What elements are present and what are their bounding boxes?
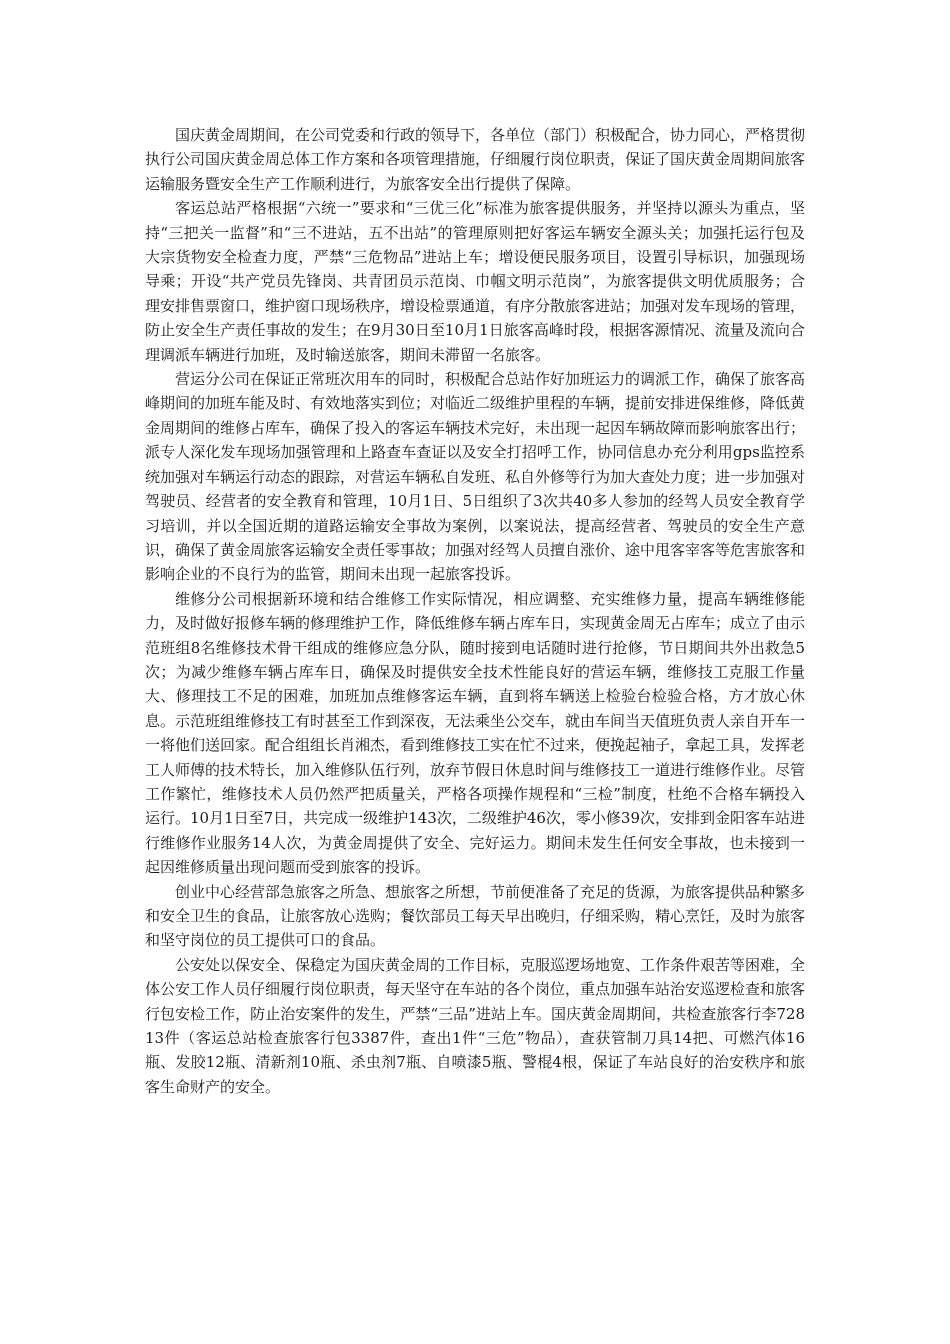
- paragraph-maintenance-branch: 维修分公司根据新环境和结合维修工作实际情况，相应调整、充实维修力量，提高车辆维修能力，及时做好报修车辆的修理维护工作，降低维修车辆占库车日，实现黄金周无占库车；成立了由示范班组8名维修技术骨干组成的维修应急分队，随时接到电话随时进行抢修，节日期间共外出救急5次；为减少维修车辆占库车日，确保及时提供安全技术性能良好的营运车辆，维修技工克服工作量大、修理技工不足的困难，加班加点维修客运车辆，直到将车辆送上检验台检验合格，方才放心休息。示范班组维修技工有时甚至工作到深夜，无法乘坐公交车，就由车间当天值班负责人亲自开车一一将他们送回家。配合组组长肖湘杰，看到维修技工实在忙不过来，便挽起袖子，拿起工具，发挥老工人师傅的技术特长，加入维修队伍行列，放弃节假日休息时间与维修技工一道进行维修作业。尽管工作繁忙，维修技术人员仍然严把质量关，严格各项操作规程和“三检”制度，杜绝不合格车辆投入运行。10月1日至7日，共完成一级维护143次，二级维护46次，零小修39次，安排到金阳客车站进行维修作业服务14人次，为黄金周提供了安全、完好运力。期间未发生任何安全事故，也未接到一起因维修质量出现问题而受到旅客的投诉。: [145, 589, 806, 877]
- paragraph-public-security: 公安处以保安全、保稳定为国庆黄金周的工作目标，克服巡逻场地宽、工作条件艰苦等困难，全体公安工作人员仔细履行岗位职责，每天坚守在车站的各个岗位，重点加强车站治安巡逻检查和旅客行包安检工作，防止治安案件的发生，严禁“三品”进站上车。国庆黄金周期间，共检查旅客行李72813件（客运总站检查旅客行包3387件，查出1件“三危”物品），查获管制刀具14把、可燃汽体16瓶、发胶12瓶、清新剂10瓶、杀虫剂7瓶、自喷漆5瓶、警棍4根，保证了车站良好的治安秩序和旅客生命财产的安全。: [145, 955, 806, 1096]
- document-body: [145, 123, 805, 1099]
- paragraph-intro: 国庆黄金周期间，在公司党委和行政的领导下，各单位（部门）积极配合，协力同心，严格贯彻执行公司国庆黄金周总体工作方案和各项管理措施，仔细履行岗位职责，保证了国庆黄金周期间旅客运输服务暨安全生产工作顺利进行，为旅客安全出行提供了保障。: [145, 126, 806, 193]
- paragraph-passenger-station: 客运总站严格根据“六统一”要求和“三优三化”标准为旅客提供服务，并坚持以源头为重点，坚持“三把关一监督”和“三不进站，五不出站”的管理原则把好客运车辆安全源头关；加强托运行包及大宗货物安全检查力度，严禁“三危物品”进站上车；增设便民服务项目，设置引导标识，加强现场导乘；开设“共产党员先锋岗、共青团员示范岗、巾帼文明示范岗”，为旅客提供文明优质服务；合理安排售票窗口，维护窗口现场秩序，增设检票通道，有序分散旅客进站；加强对发车现场的管理，防止安全生产责任事故的发生；在9月30日至10月1日旅客高峰时段，根据客源情况、流量及流向合理调派车辆进行加班，及时输送旅客，期间未滞留一名旅客。: [145, 199, 806, 364]
- paragraph-business-center: 创业中心经营部急旅客之所急、想旅客之所想，节前便准备了充足的货源，为旅客提供品种繁多和安全卫生的食品，让旅客放心选购；餐饮部员工每天早出晚归，仔细采购，精心烹饪，及时为旅客和坚守岗位的员工提供可口的食品。: [145, 882, 806, 950]
- paragraph-operations-branch: 营运分公司在保证正常班次用车的同时，积极配合总站作好加班运力的调派工作，确保了旅客高峰期间的加班车能及时、有效地落实到位；对临近二级维护里程的车辆，提前安排进保维修，降低黄金周期间的维修占库车，确保了投入的客运车辆技术完好，未出现一起因车辆故障而影响旅客出行；派专人深化发车现场加强管理和上路查车查证以及安全打招呼工作，协同信息办充分利用gps监控系统加强对车辆运行动态的跟踪，对营运车辆私自发班、私自外修等行为加大查处力度；进一步加强对驾驶员、经营者的安全教育和管理，10月1日、5日组织了3次共40多人参加的经驾人员安全教育学习培训，并以全国近期的道路运输安全事故为案例，以案说法，提高经营者、驾驶员的安全生产意识，确保了黄金周旅客运输安全责任零事故；加强对经驾人员擅自涨价、途中甩客宰客等危害旅客和影响企业的不良行为的监管，期间未出现一起旅客投诉。: [145, 370, 806, 584]
